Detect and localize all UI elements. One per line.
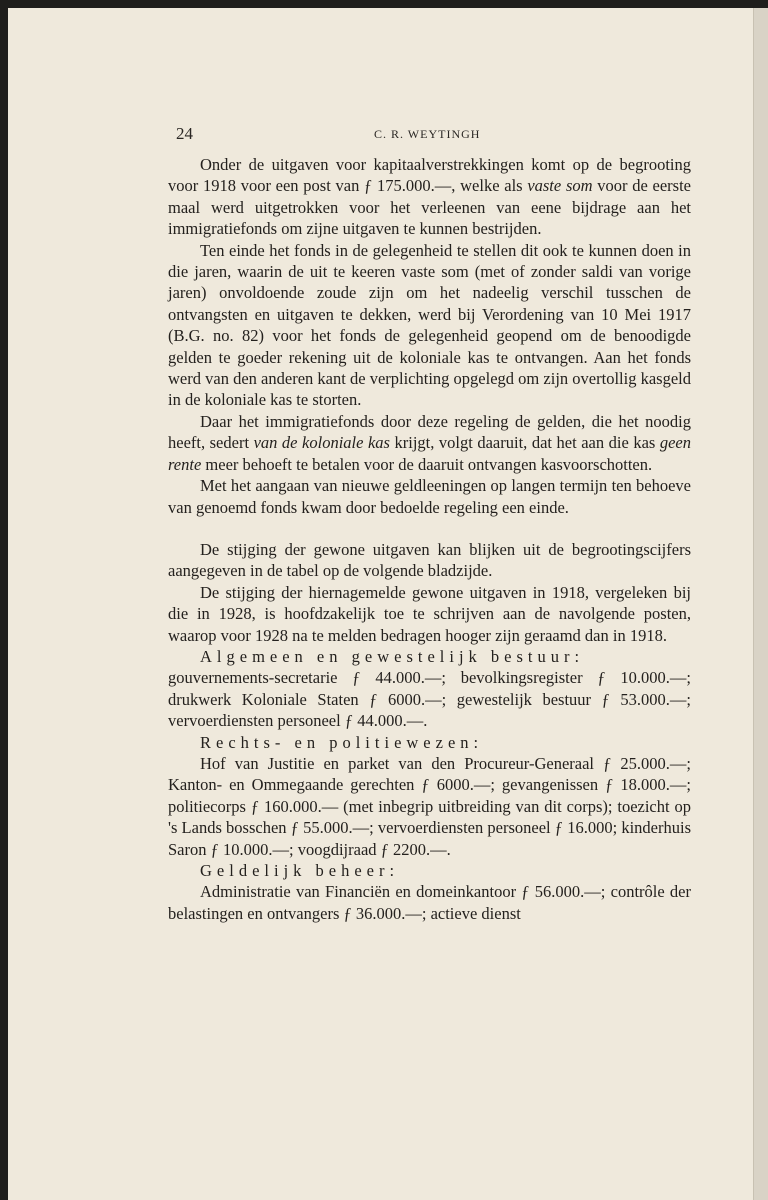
paragraph-4: Met het aangaan van nieuwe geldleeningen op langen termijn ten behoeve van genoemd fonds kwam door bedoelde regeling een einde. xyxy=(168,476,691,517)
section-text-rechtswezen: Hof van Justitie en parket van den Procureur-Generaal ƒ 25.000.—; Kanton- en Ommegaande gerechten ƒ 6000.—; gevangenissen ƒ 18.000.—; politiecorps ƒ 160.000.— (met inbegrip uitbreiding van dit corps); toezicht op 's Lands bosschen ƒ 55.000.—; vervoerdiensten personeel ƒ 16.000; kinderhuis Saron ƒ 10.000.—; voogdijraad ƒ 2200.—. xyxy=(168,753,691,859)
paragraph-3: Daar het immigratiefonds door deze regeling de gelden, die het noodig heeft, sedert van de koloniale kas krijgt, volgt daaruit, dat het aan die kas geen rente meer behoeft te betalen voor de daaruit ontvangen kasvoorschotten. xyxy=(168,411,692,474)
running-title: C. R. WEYTINGH xyxy=(374,127,481,141)
page-edge xyxy=(753,8,768,1200)
paragraph-6: De stijging der hiernagemelde gewone uitgaven in 1918, vergeleken bij die in 1928, is hoofdzakelijk toe te schrijven aan de navolgende posten, waarop voor 1928 na te melden bedragen hooger zijn geraamd dan in 1918. xyxy=(168,582,691,645)
emphasis-koloniale-kas: van de koloniale kas xyxy=(253,433,390,453)
section-text-geldelijk-beheer: Administratie van Financiën en domeinkantoor ƒ 56.000.—; contrôle der belastingen en ontvangers ƒ 36.000.—; actieve dienst xyxy=(168,882,691,923)
emphasis-geen-rente: geen rente xyxy=(168,433,692,474)
page-header xyxy=(176,124,701,148)
section-heading-geldelijk-beheer: Geldelijk beheer: xyxy=(200,861,400,880)
body-text xyxy=(168,154,691,924)
page-number: 24 xyxy=(176,124,193,143)
section-heading-bestuur: Algemeen en gewestelijk bestuur: xyxy=(200,646,585,666)
emphasis-vaste-som: vaste som xyxy=(527,176,593,196)
paragraph-2: Ten einde het fonds in de gelegenheid te stellen dit ook te kunnen doen in die jaren, waarin de uit te keeren vaste som (met of zonder saldi van vorige jaren) onvoldoende zoude zijn om het nadeelig verschil tusschen de ontvangsten en uitgaven te dekken, werd bij Verordening van 10 Mei 1917 (B.G. no. 82) voor het fonds de gelegenheid geopend om de benoodigde gelden te goeder rekening uit de koloniale kas te ontvangen. Aan het fonds werd van den anderen kant de verplichting opgelegd om zijn overtollig kasgeld in de koloniale kas te storten. xyxy=(168,240,691,410)
section-text-bestuur: gouvernements-secretarie ƒ 44.000.—; bevolkingsregister ƒ 10.000.—; drukwerk Koloniale Staten ƒ 6000.—; gewestelijk bestuur ƒ 53.000.—; vervoerdiensten personeel ƒ 44.000.—. xyxy=(168,668,691,731)
section-heading-rechtswezen: Rechts- en politiewezen: xyxy=(200,732,484,752)
paragraph-1: Onder de uitgaven voor kapitaalverstrekkingen komt op de begrooting voor 1918 voor een post van ƒ 175.000.—, welke als vaste som voor de eerste maal werd uitgetrokken voor het verleenen van eene bijdrage aan het immigratiefonds om zijne uitgaven te kunnen bestrijden. xyxy=(168,155,691,239)
paragraph-5: De stijging der gewone uitgaven kan blijken uit de begrootingscijfers aangegeven in de tabel op de volgende bladzijde. xyxy=(168,539,691,581)
